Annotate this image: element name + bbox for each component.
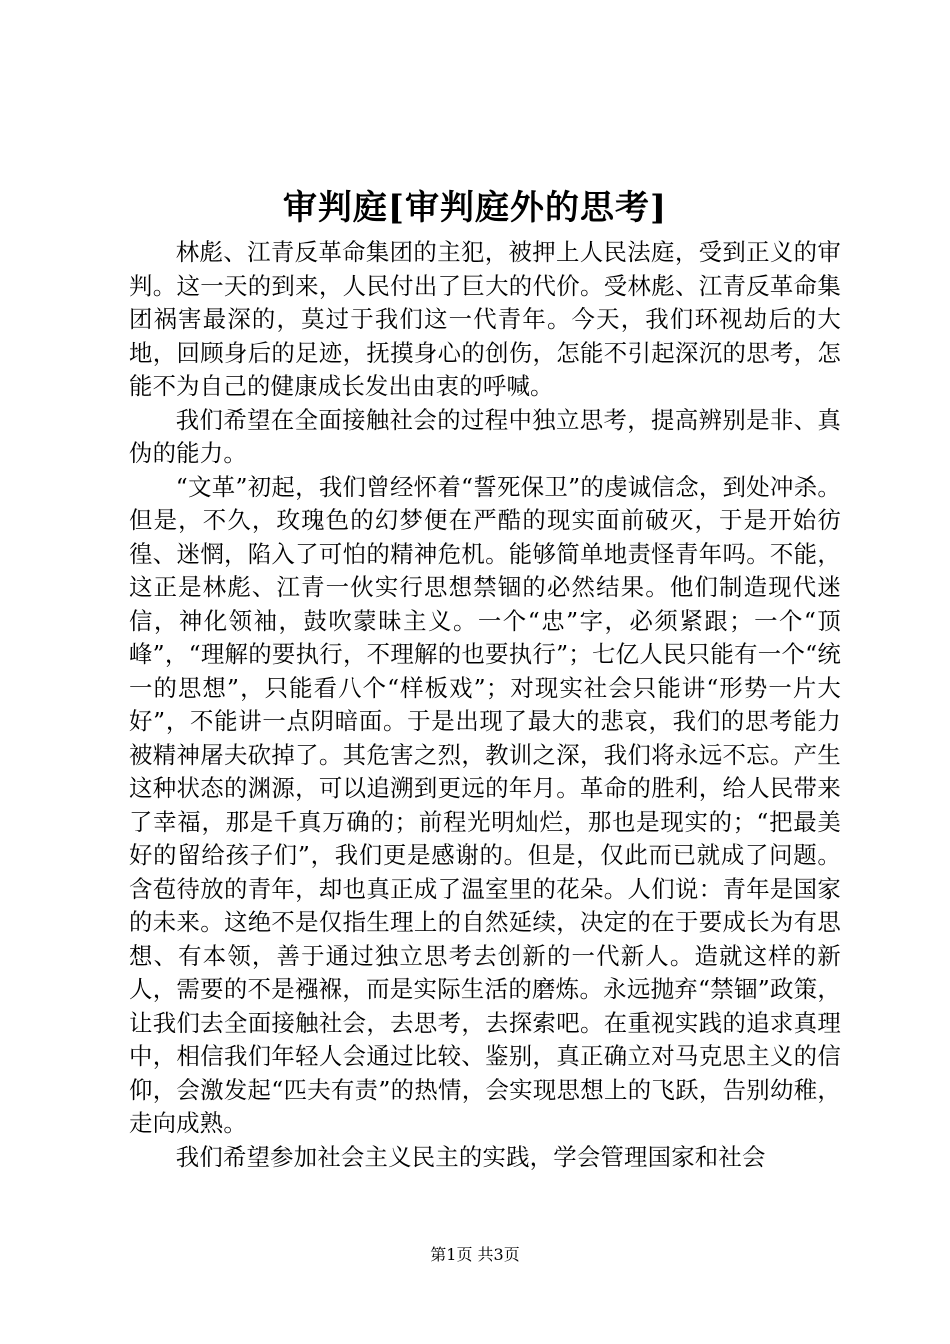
paragraph-2: 我们希望在全面接触社会的过程中独立思考，提高辨别是非、真伪的能力。 bbox=[129, 405, 841, 467]
paragraph-4: 我们希望参加社会主义民主的实践，学会管理国家和社会 bbox=[175, 1142, 766, 1171]
paragraph-3: “文革”初起，我们曾经怀着“誓死保卫”的虔诚信念，到处冲杀。但是，不久，玫瑰色的幻梦便在严酷的现实面前破灭，于是开始彷徨、迷惘，陷入了可怕的精神危机。能够简单地责怪青年吗。不能，这正是林彪、江青一伙实行思想禁锢的必然结果。他们制造现代迷信，神化领袖，鼓吹蒙昧主义。一个“忠”字，必须紧跟；一个“顶峰”，“理解的要执行，不理解的也要执行”；七亿人民只能有一个“统一的思想”，只能看八个“样板戏”；对现实社会只能讲“形势一片大好”，不能讲一点阴暗面。于是出现了最大的悲哀，我们的思考能力被精神屠夫砍掉了。其危害之烈，教训之深，我们将永远不忘。产生这种状态的渊源，可以追溯到更远的年月。革命的胜利，给人民带来了幸福，那是千真万确的；前程光明灿烂，那也是现实的；“把最美好的留给孩子们”，我们更是感谢的。但是，仅此而已就成了问题。含苞待放的青年，却也真正成了温室里的花朵。人们说：青年是国家的未来。这绝不是仅指生理上的自然延续，决定的在于要成长为有思想、有本领，善于通过独立思考去创新的一代新人。造就这样的新人，需要的不是襁褓，而是实际生活的磨炼。永远抛弃“禁锢”政策，让我们去全面接触社会，去思考，去探索吧。在重视实践的追求真理中，相信我们年轻人会通过比较、鉴别，真正确立对马克思主义的信仰，会激发起“匹夫有责”的热情，会实现思想上的飞跃，告别幼稚，走向成熟。 bbox=[129, 472, 841, 1137]
document-title: 审判庭[审判庭外的思考] bbox=[282, 188, 668, 228]
paragraph-1: 林彪、江青反革命集团的主犯，被押上人民法庭，受到正义的审判。这一天的到来，人民付出了巨大的代价。受林彪、江青反革命集团祸害最深的，莫过于我们这一代青年。今天，我们环视劫后的大地，回顾身后的足迹，抚摸身心的创伤，怎能不引起深沉的思考，怎能不为自己的健康成长发出由衷的呼喊。 bbox=[129, 238, 841, 400]
document-body bbox=[129, 236, 841, 1174]
page-footer: 第1页 共3页 bbox=[430, 1245, 520, 1264]
